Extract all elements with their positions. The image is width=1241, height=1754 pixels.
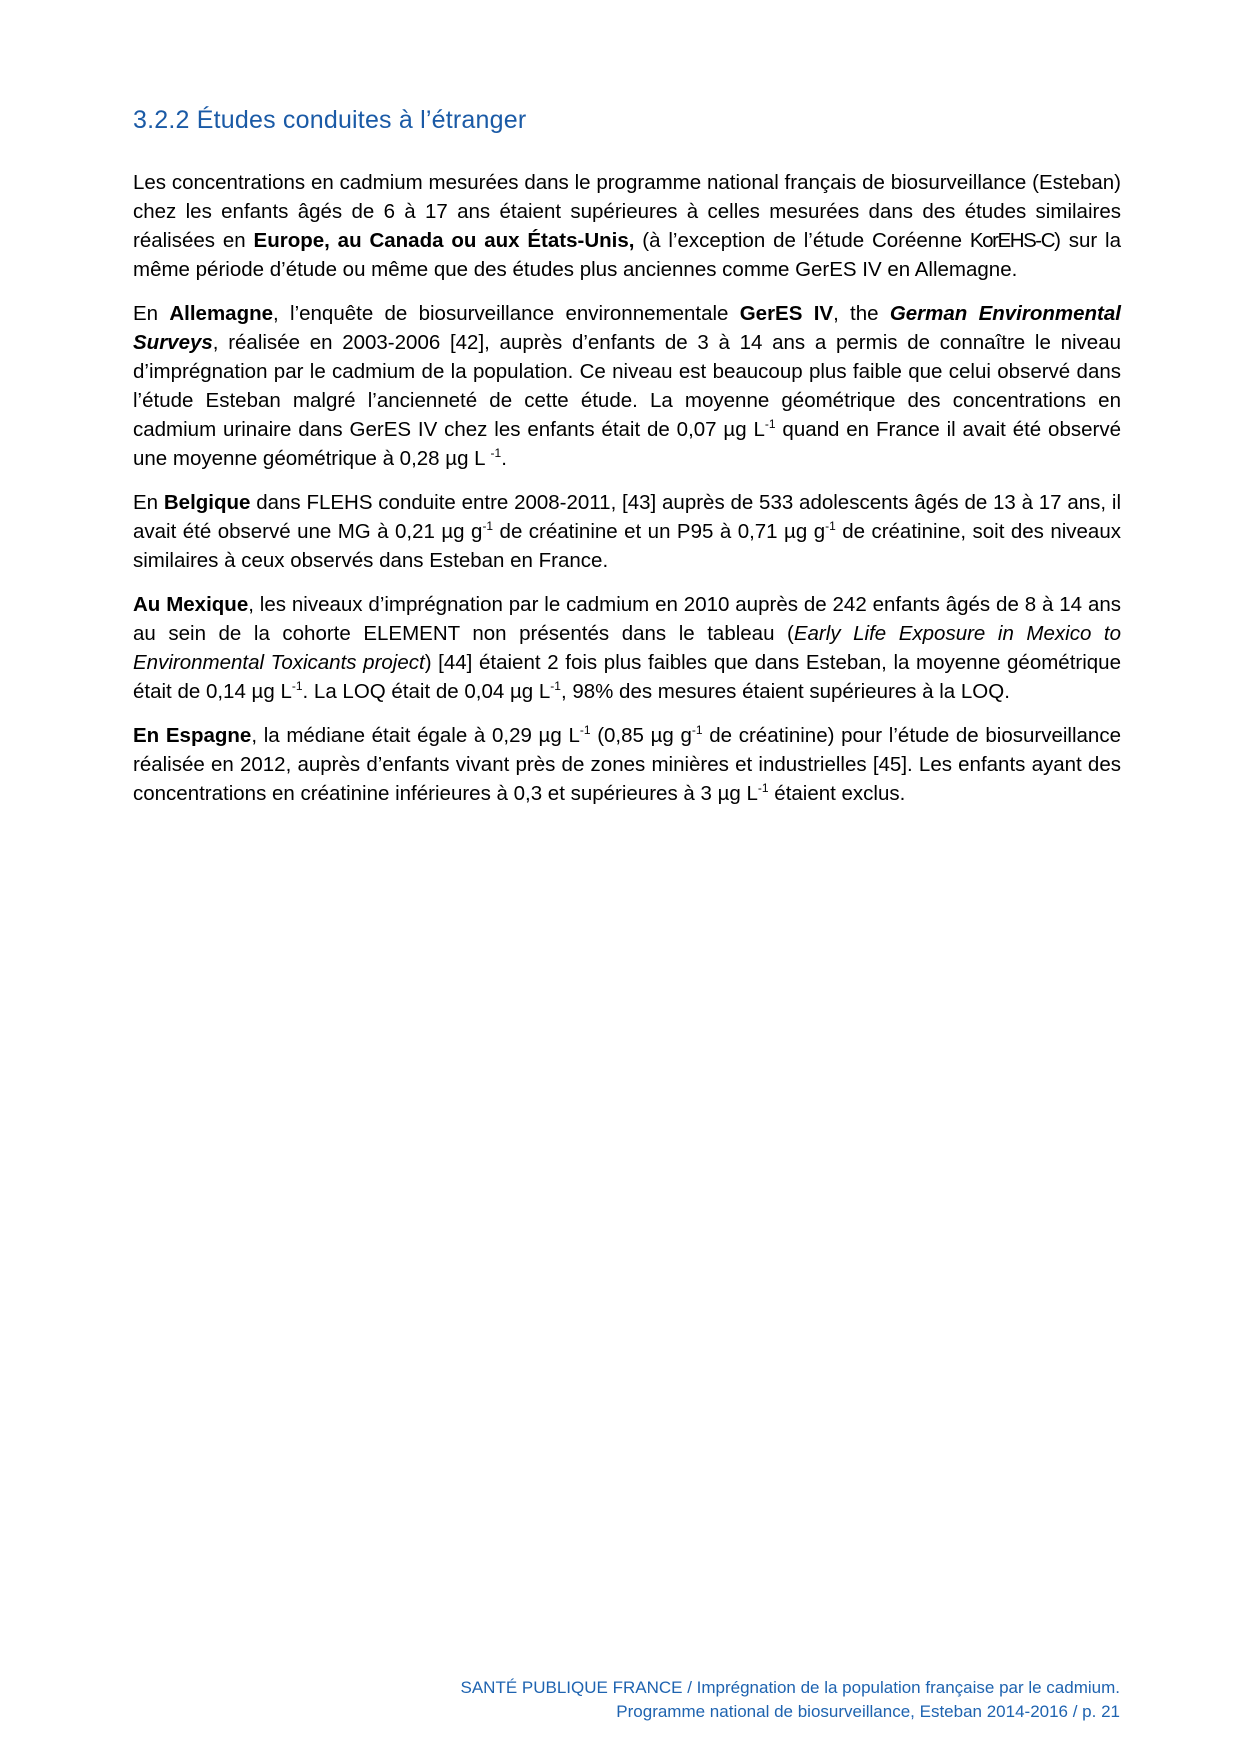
text-segment: dans FLEHS conduite entre 2008-2011, [43] auprès de 533 adolescents âgés de 13 à 17 ans, il avait été observé une MG à 0,21 µg g — [133, 491, 1121, 543]
text-segment: -1 — [291, 679, 303, 694]
text-segment: . — [501, 447, 507, 470]
text-segment: étaient exclus. — [768, 782, 906, 805]
paragraph — [133, 168, 1121, 284]
text-segment: -1 — [579, 723, 591, 738]
paragraph — [133, 590, 1121, 706]
text-segment: ) [44] étaient 2 fois plus faibles que dans Esteban, la moyenne géométrique était de 0,14 µg L — [133, 651, 1121, 703]
text-segment: (0,85 µg g — [590, 724, 692, 747]
text-segment: Au Mexique — [133, 593, 249, 616]
text-segment: de créatinine et un P95 à 0,71 µg g — [493, 520, 826, 543]
text-segment: Early Life Exposure in Mexico to Environmental Toxicants project — [133, 622, 1121, 674]
text-segment: -1 — [482, 519, 494, 534]
text-segment: Belgique — [163, 491, 251, 514]
text-segment: German Environmental Surveys — [133, 302, 1121, 354]
text-segment: (à l’exception de l’étude Coréenne — [634, 229, 970, 252]
page-content — [133, 104, 1121, 823]
text-segment: GerES IV — [739, 302, 834, 325]
text-segment: de créatinine, soit des niveaux similaires à ceux observés dans Esteban en France. — [133, 520, 1121, 572]
text-segment: ) sur la même période d’étude ou même que des études plus anciennes comme GerES IV en Allemagne. — [133, 229, 1122, 281]
paragraph — [133, 488, 1121, 575]
text-segment: , l’enquête de biosurveillance environnementale — [273, 302, 740, 325]
page-footer — [460, 1676, 1120, 1724]
text-segment: , the — [833, 302, 890, 325]
text-segment: , les niveaux d’imprégnation par le cadmium en 2010 auprès de 242 enfants âgés de 8 à 14 ans au sein de la cohorte ELEMENT non présentés dans le tableau ( — [133, 593, 1121, 645]
text-segment: quand en France il avait été observé une moyenne géométrique à 0,28 µg L — [133, 418, 1121, 470]
body-paragraphs — [133, 168, 1121, 808]
text-segment: Allemagne — [169, 302, 274, 325]
text-segment: -1 — [490, 446, 502, 461]
text-segment: . La LOQ était de 0,04 µg L — [302, 680, 551, 703]
text-segment: -1 — [550, 679, 561, 694]
text-segment: , 98% des mesures étaient supérieures à la LOQ. — [560, 680, 1010, 703]
text-segment: KorEHS-C — [969, 229, 1055, 252]
text-segment: En — [133, 491, 164, 514]
text-segment: Les concentrations en cadmium mesurées dans le programme national français de biosurveillance (Esteban) chez les enfants âgés de 6 à 17 ans étaient supérieures à celles mesurées dans des études similaires réalisées en — [133, 171, 1121, 252]
text-segment: Europe, au Canada ou aux États-Unis, — [253, 229, 635, 252]
text-segment: -1 — [757, 781, 769, 796]
paragraph — [133, 721, 1121, 808]
section-heading: 3.2.2 Études conduites à l’étranger — [133, 106, 527, 134]
text-segment: -1 — [691, 723, 703, 738]
text-segment: de créatinine) pour l’étude de biosurveillance réalisée en 2012, auprès d’enfants vivant près de zones minières et industrielles [45]. Les enfants ayant des concentrations en créatinine inférieures à 0,3 et supérieures à 3 µg L — [133, 724, 1121, 805]
text-segment: , réalisée en 2003-2006 [42], auprès d’enfants de 3 à 14 ans a permis de connaître le niveau d’imprégnation par le cadmium de la population. Ce niveau est beaucoup plus faible que celui observé dans l’étude Esteban malgré l’ancienneté de cette étude. La moyenne géométrique des concentrations en cadmium urinaire dans GerES IV chez les enfants était de 0,07 µg L — [133, 331, 1121, 441]
footer-line-1: SANTÉ PUBLIQUE FRANCE / Imprégnation de la population française par le cadmium. — [460, 1678, 1120, 1697]
footer-line-2: Programme national de biosurveillance, Esteban 2014-2016 / p. 21 — [616, 1702, 1120, 1721]
text-segment: , la médiane était égale à 0,29 µg L — [251, 724, 580, 747]
text-segment: -1 — [825, 519, 836, 534]
paragraph — [133, 299, 1121, 473]
text-segment: En — [133, 302, 170, 325]
text-segment: En Espagne — [133, 724, 252, 747]
text-segment: -1 — [764, 417, 776, 432]
